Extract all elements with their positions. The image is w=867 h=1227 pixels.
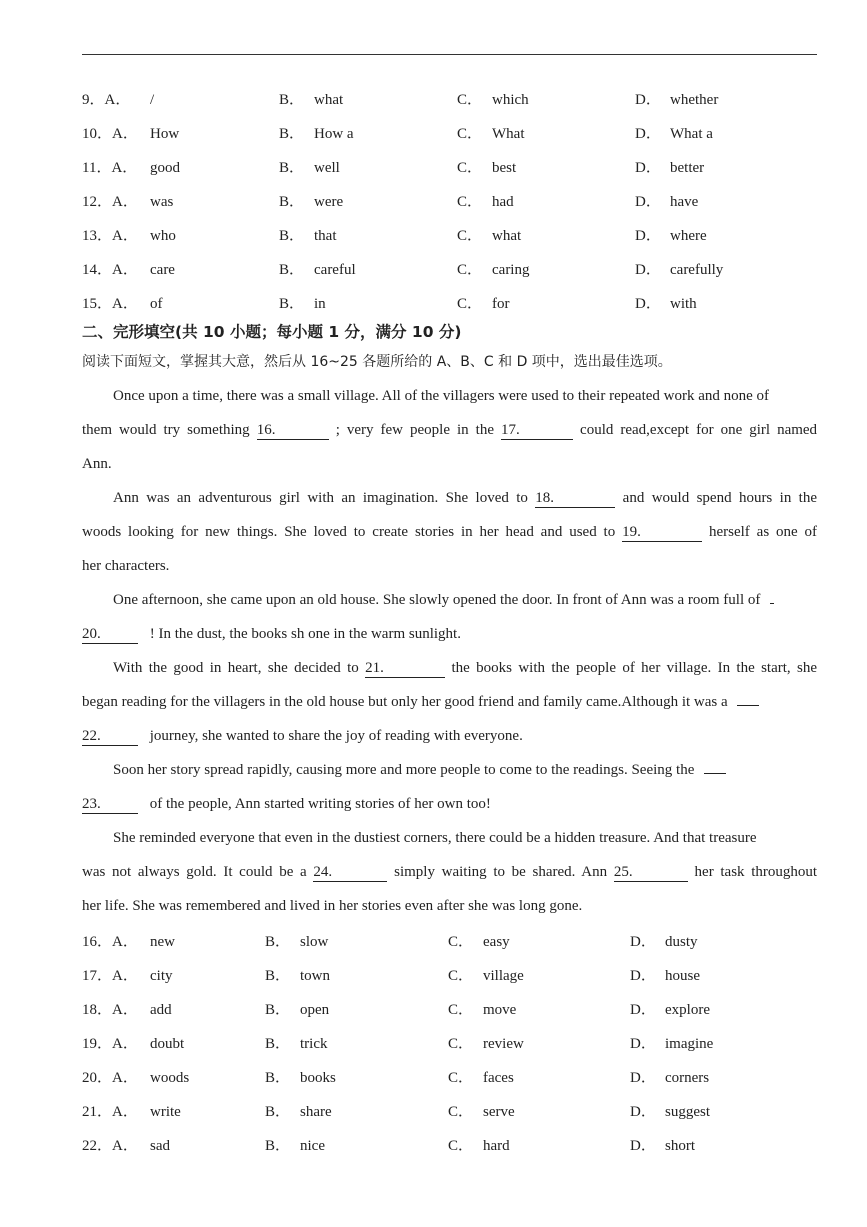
- option-a: sad: [150, 1138, 170, 1154]
- option-letter-d: D．: [630, 1070, 656, 1086]
- option-b: books: [300, 1070, 336, 1086]
- option-letter-c: C．: [448, 968, 474, 984]
- option-letter-c: C．: [457, 92, 483, 108]
- option-letter-d: D．: [635, 92, 661, 108]
- option-b: town: [300, 968, 330, 984]
- passage-line: 22. journey, she wanted to share the joy of reading with everyone.: [82, 728, 523, 744]
- passage-line: her life. She was remembered and lived in her stories even after she was long gone.: [82, 898, 583, 914]
- option-c: faces: [483, 1070, 514, 1086]
- option-c: which: [492, 92, 529, 108]
- option-b: slow: [300, 934, 329, 950]
- question-number: 16．A．: [82, 934, 138, 950]
- option-d: house: [665, 968, 700, 984]
- option-d: better: [670, 160, 705, 176]
- option-letter-c: C．: [448, 1138, 474, 1154]
- option-d: whether: [670, 92, 719, 108]
- option-letter-c: C．: [457, 194, 483, 210]
- option-d: What a: [670, 126, 713, 142]
- option-c: What: [492, 126, 525, 142]
- option-b: were: [314, 194, 344, 210]
- question-number: 14．A．: [82, 262, 138, 278]
- header-rule: [82, 54, 817, 55]
- option-d: corners: [665, 1070, 710, 1086]
- option-letter-c: C．: [448, 1002, 474, 1018]
- option-letter-b: B．: [265, 934, 291, 950]
- option-letter-c: C．: [448, 1036, 474, 1052]
- question-number: 17．A．: [82, 968, 138, 984]
- option-letter-c: C．: [448, 934, 474, 950]
- option-letter-d: D．: [630, 934, 656, 950]
- blank-21[interactable]: 21.: [365, 659, 445, 678]
- option-b: in: [314, 296, 326, 312]
- passage-line: was not always gold. It could be a 24. simply waiting to be shared. Ann 25. her task throughout: [82, 864, 818, 880]
- option-letter-b: B．: [279, 228, 305, 244]
- option-letter-d: D．: [635, 296, 661, 312]
- question-number: 19．A．: [82, 1036, 138, 1052]
- blank-19[interactable]: 19.: [622, 523, 702, 542]
- option-c: village: [483, 968, 524, 984]
- question-number: 12．A．: [82, 194, 138, 210]
- blank-24[interactable]: 24.: [313, 863, 387, 882]
- option-letter-b: B．: [279, 92, 305, 108]
- option-a: new: [150, 934, 175, 950]
- option-c: hard: [483, 1138, 510, 1154]
- option-a: of: [150, 296, 163, 312]
- option-letter-c: C．: [457, 296, 483, 312]
- option-a: good: [150, 160, 180, 176]
- option-d: dusty: [665, 934, 698, 950]
- blank-23-start: [704, 773, 726, 774]
- blank-16[interactable]: 16.: [257, 421, 329, 440]
- option-c: what: [492, 228, 522, 244]
- option-b: well: [314, 160, 340, 176]
- option-letter-c: C．: [457, 262, 483, 278]
- option-letter-d: D．: [635, 194, 661, 210]
- option-d: where: [670, 228, 707, 244]
- passage-line: woods looking for new things. She loved to create stories in her head and used to 19. herself as one of: [82, 524, 818, 540]
- blank-18[interactable]: 18.: [535, 489, 615, 508]
- option-a: /: [150, 92, 155, 108]
- section-instruction: 阅读下面短文，掌握其大意，然后从 16~25 各题所给的 A、B、C 和 D 项中，选出最佳选项。: [82, 354, 672, 370]
- option-letter-c: C．: [448, 1104, 474, 1120]
- option-d: carefully: [670, 262, 724, 278]
- passage-line: began reading for the villagers in the old house but only her good friend and family came.Although it was a: [82, 690, 817, 714]
- question-number: 10．A．: [82, 126, 138, 142]
- option-c: had: [492, 194, 514, 210]
- blank-20[interactable]: 20.: [82, 625, 138, 644]
- option-b: nice: [300, 1138, 325, 1154]
- passage-line: One afternoon, she came upon an old house. She slowly opened the door. In front of Ann was a room full of: [113, 588, 817, 612]
- passage-line: her characters.: [82, 558, 170, 574]
- option-letter-b: B．: [265, 1002, 291, 1018]
- passage-line: Ann.: [82, 456, 112, 472]
- option-letter-d: D．: [635, 262, 661, 278]
- option-letter-d: D．: [635, 228, 661, 244]
- option-letter-c: C．: [448, 1070, 474, 1086]
- option-b: open: [300, 1002, 330, 1018]
- question-number: 20．A．: [82, 1070, 138, 1086]
- option-letter-d: D．: [630, 1002, 656, 1018]
- option-d: with: [670, 296, 697, 312]
- option-a: care: [150, 262, 175, 278]
- option-d: have: [670, 194, 699, 210]
- option-letter-b: B．: [265, 968, 291, 984]
- option-c: serve: [483, 1104, 515, 1120]
- question-number: 11．A．: [82, 160, 138, 176]
- passage-line: With the good in heart, she decided to 21. the books with the people of her village. In the start, she: [113, 660, 818, 676]
- option-b: that: [314, 228, 337, 244]
- option-letter-b: B．: [279, 126, 305, 142]
- option-d: explore: [665, 1002, 710, 1018]
- option-letter-c: C．: [457, 126, 483, 142]
- blank-25[interactable]: 25.: [614, 863, 688, 882]
- option-c: best: [492, 160, 517, 176]
- option-c: easy: [483, 934, 510, 950]
- option-letter-b: B．: [279, 194, 305, 210]
- question-number: 9．A．: [82, 92, 131, 108]
- blank-20-start: [770, 603, 774, 604]
- option-a: doubt: [150, 1036, 185, 1052]
- option-b: what: [314, 92, 344, 108]
- option-letter-d: D．: [630, 968, 656, 984]
- passage-line: them would try something 16. ; very few people in the 17. could read,except for one girl named: [82, 422, 818, 438]
- option-letter-d: D．: [630, 1104, 656, 1120]
- option-letter-b: B．: [279, 262, 305, 278]
- option-c: for: [492, 296, 510, 312]
- option-b: trick: [300, 1036, 328, 1052]
- question-number: 22．A．: [82, 1138, 138, 1154]
- blank-17[interactable]: 17.: [501, 421, 573, 440]
- blank-22-start: [737, 705, 759, 706]
- option-letter-d: D．: [635, 160, 661, 176]
- passage-line: Soon her story spread rapidly, causing more and more people to come to the readings. Seeing the: [113, 758, 817, 782]
- passage-line: Once upon a time, there was a small village. All of the villagers were used to their repeated work and none of: [113, 388, 770, 404]
- option-letter-b: B．: [265, 1138, 291, 1154]
- option-b: How a: [314, 126, 354, 142]
- question-number: 18．A．: [82, 1002, 138, 1018]
- option-a: add: [150, 1002, 172, 1018]
- option-c: move: [483, 1002, 517, 1018]
- section-heading: 二、完形填空(共 10 小题；每小题 1 分，满分 10 分): [82, 323, 462, 341]
- passage-line: 20. ! In the dust, the books sh one in the warm sunlight.: [82, 626, 461, 642]
- question-number: 15．A．: [82, 296, 138, 312]
- option-letter-c: C．: [457, 160, 483, 176]
- passage-line: Ann was an adventurous girl with an imagination. She loved to 18. and would spend hours in the: [113, 490, 818, 506]
- option-letter-b: B．: [279, 160, 305, 176]
- option-letter-b: B．: [265, 1104, 291, 1120]
- option-d: imagine: [665, 1036, 714, 1052]
- option-letter-b: B．: [279, 296, 305, 312]
- option-b: share: [300, 1104, 332, 1120]
- option-letter-c: C．: [457, 228, 483, 244]
- option-a: How: [150, 126, 180, 142]
- blank-22[interactable]: 22.: [82, 727, 138, 746]
- blank-23[interactable]: 23.: [82, 795, 138, 814]
- option-a: woods: [150, 1070, 190, 1086]
- option-a: who: [150, 228, 176, 244]
- passage-line: 23. of the people, Ann started writing stories of her own too!: [82, 796, 491, 812]
- question-number: 13．A．: [82, 228, 138, 244]
- option-d: suggest: [665, 1104, 710, 1120]
- option-letter-d: D．: [630, 1036, 656, 1052]
- option-b: careful: [314, 262, 356, 278]
- option-a: was: [150, 194, 174, 210]
- option-letter-b: B．: [265, 1036, 291, 1052]
- option-letter-b: B．: [265, 1070, 291, 1086]
- option-c: review: [483, 1036, 524, 1052]
- option-d: short: [665, 1138, 695, 1154]
- question-number: 21．A．: [82, 1104, 138, 1120]
- passage-line: She reminded everyone that even in the dustiest corners, there could be a hidden treasure. And that treasure: [113, 830, 757, 846]
- option-letter-d: D．: [630, 1138, 656, 1154]
- option-c: caring: [492, 262, 530, 278]
- option-letter-d: D．: [635, 126, 661, 142]
- option-a: city: [150, 968, 173, 984]
- option-a: write: [150, 1104, 181, 1120]
